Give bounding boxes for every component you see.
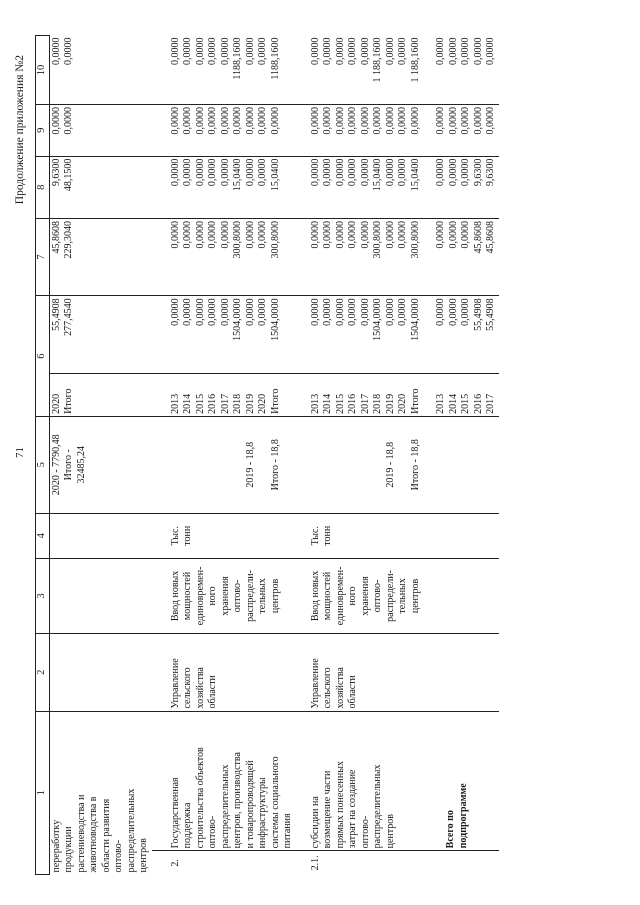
cell-line: Итого - 18,8 (269, 439, 281, 491)
cell-line: 0,0000 (257, 298, 268, 326)
cell-line: 2016 (347, 393, 358, 414)
cell-line: 0,0000 (257, 37, 268, 65)
cell-line: 0,0000 (309, 298, 321, 326)
cell-line: 0,0000 (447, 158, 459, 187)
cell-line: оптово- (113, 839, 124, 873)
cell-line: 0,0000 (207, 106, 218, 135)
cell-line: растениеводства и (75, 794, 87, 873)
cell-line: 0,0000 (435, 158, 446, 187)
cell-line: сельского (182, 667, 193, 709)
cell-line: 55,4908 (472, 298, 484, 331)
cell-line: 0,0000 (309, 220, 321, 249)
cell-line (232, 419, 245, 511)
cell-line: 2016 (207, 393, 218, 414)
cell-line: строительства объектов (194, 747, 206, 849)
cell-line: 45,8608 (50, 220, 62, 254)
continued-col-9 (49, 104, 152, 156)
cell-line: 0,0000 (194, 106, 206, 135)
section-2-col-8 (152, 156, 296, 218)
cell-line: 0,0000 (447, 106, 459, 135)
cell-line: 15,0400 (409, 158, 421, 192)
cell-line: 0,0000 (182, 220, 193, 249)
cell-line: 1504,0000 (409, 298, 421, 341)
section-2-1-indicator-values (296, 416, 424, 513)
cell-line: 0,0000 (309, 158, 321, 187)
cell-line: 0,0000 (334, 220, 346, 249)
cell-line: 0,0000 (359, 220, 371, 249)
cell-line (207, 419, 220, 511)
cell-line: 0,0000 (460, 158, 471, 187)
cell-line: хозяйства (194, 667, 206, 709)
cell-line: 0,0000 (435, 220, 446, 249)
cell-line: Итого (63, 388, 74, 414)
cell-line: 0,0000 (219, 37, 231, 65)
total-col-7 (423, 218, 499, 295)
cell-line: 0,0000 (472, 37, 484, 65)
cell-line: центров (409, 578, 421, 614)
cell-line: ного (347, 586, 358, 606)
cell-line: Итого (269, 388, 281, 414)
program-table (35, 35, 499, 875)
cell-line: 2014 (322, 393, 333, 414)
cell-line: 1188,1600 (232, 37, 243, 80)
cell-line (322, 419, 335, 511)
cell-line: 0,0000 (472, 106, 484, 135)
section-2-indicator (152, 558, 296, 633)
cell-line: 0,0000 (219, 106, 231, 135)
cell-line: 0,0000 (219, 220, 231, 249)
cell-line: 0,0000 (194, 37, 206, 65)
cell-line: 1504,0000 (232, 298, 243, 341)
continued-row (49, 36, 152, 875)
cell-line: 0,0000 (207, 37, 218, 65)
cell-line: 0,0000 (194, 220, 206, 249)
section-2-col-7 (152, 218, 296, 295)
section-2-1-col-6 (296, 296, 424, 373)
section-2-row (152, 36, 296, 875)
cell-line: 0,0000 (485, 37, 496, 65)
cell-line: 1 188,1600 (372, 37, 383, 83)
section-2-1-indicator (296, 558, 424, 633)
cell-line: 2014 (182, 393, 193, 414)
cell-line: центров (269, 578, 281, 614)
cell-line: 0,0000 (244, 106, 256, 135)
continued-indicator-values (49, 416, 152, 513)
section-2-1-unit (296, 513, 424, 558)
cell-line: субсидии на (309, 796, 321, 849)
cell-line: возмещение части (322, 770, 333, 849)
cell-line: оптово- (359, 815, 371, 849)
cell-line: 0,0000 (435, 37, 446, 65)
cell-line: прямых понесенных (334, 761, 346, 849)
section-2-1-col-7 (296, 218, 424, 295)
cell-line: 0,0000 (63, 106, 74, 135)
cell-line: 277,4540 (63, 298, 74, 336)
cell-line: мощностей (322, 571, 333, 621)
cell-line: 0,0000 (397, 106, 408, 135)
cell-line: тельных (257, 578, 268, 614)
cell-line: 2018 (372, 393, 383, 414)
section-2-1-years (296, 373, 424, 416)
cell-line: 0,0000 (309, 37, 321, 65)
cell-line: Ввод новых (169, 570, 181, 622)
cell-line: распределительных (125, 788, 137, 873)
header-col-5: 5 (36, 416, 50, 513)
cell-line: 0,0000 (232, 106, 243, 135)
header-col-3: 3 (36, 558, 50, 633)
continued-years (49, 373, 152, 416)
section-2-1-row (296, 36, 424, 875)
cell-line: Управление (169, 658, 181, 709)
cell-line: центров (138, 838, 149, 873)
cell-line: центров (384, 813, 396, 849)
cell-line: 0,0000 (244, 37, 256, 65)
cell-line: инфраструктуры (257, 777, 268, 849)
cell-line (182, 419, 195, 511)
cell-line: 0,0000 (397, 37, 408, 65)
cell-line: 0,0000 (347, 298, 358, 326)
section-2-indicator-values (152, 416, 296, 513)
cell-line: 0,0000 (447, 37, 459, 65)
cell-line: переработку (50, 819, 62, 873)
cell-line: тонн (322, 525, 333, 546)
subprogram-total-row (423, 36, 499, 875)
cell-line: 0,0000 (334, 106, 346, 135)
cell-line: 0,0000 (169, 37, 181, 65)
cell-line: 0,0000 (334, 158, 346, 187)
cell-line: 300,8000 (409, 220, 421, 259)
cell-line: 0,0000 (322, 106, 333, 135)
total-col-6 (423, 296, 499, 373)
header-col-6: 6 (36, 296, 50, 416)
cell-line: 300,8000 (372, 220, 383, 259)
cell-line: Всего по (445, 810, 456, 849)
cell-line: затрат на создание (347, 769, 358, 849)
cell-line: 2019 (384, 393, 396, 414)
cell-line: ного (207, 586, 218, 606)
cell-line: распредели- (244, 570, 256, 622)
cell-line: 0,0000 (309, 106, 321, 135)
cell-line: Управление (309, 658, 321, 709)
header-col-9: 9 (36, 104, 50, 156)
cell-line: 0,0000 (447, 298, 459, 326)
cell-line: тонн (182, 525, 193, 546)
cell-line: 0,0000 (384, 220, 396, 249)
cell-line: питания (282, 813, 293, 849)
cell-line: 0,0000 (347, 37, 358, 65)
section-2-1-col-9 (296, 104, 424, 156)
cell-line: системы социального (269, 756, 281, 849)
cell-line: 0,0000 (182, 106, 193, 135)
cell-line: 2020 (397, 393, 408, 414)
cell-line: 0,0000 (50, 106, 62, 135)
cell-line: 1188,1600 (269, 37, 281, 80)
cell-line: 2013 (169, 393, 181, 414)
cell-line: 0,0000 (384, 298, 396, 326)
appendix-continuation-title: Продолжение приложения №2 (14, 55, 26, 205)
cell-line: 55,4908 (485, 298, 496, 331)
cell-line: 0,0000 (460, 220, 471, 249)
cell-line: 0,0000 (334, 37, 346, 65)
cell-line: 2018 (232, 393, 243, 414)
cell-line: подпрограмме (457, 783, 469, 849)
cell-line (257, 419, 270, 511)
cell-line: 45,8608 (485, 220, 496, 254)
cell-line: поддержка (182, 802, 193, 849)
total-col-8 (423, 156, 499, 218)
header-col-10: 10 (36, 36, 50, 105)
section-2-unit (152, 513, 296, 558)
cell-line: 2013 (309, 393, 321, 414)
cell-line: хранения (219, 576, 231, 616)
cell-line: 2015 (194, 393, 206, 414)
cell-line: 0,0000 (397, 298, 408, 326)
cell-line: 2014 (447, 393, 459, 414)
cell-line: 32485,24 (75, 445, 87, 484)
cell-line: 0,0000 (322, 158, 333, 187)
total-years (423, 373, 499, 416)
cell-line: Тыс. (169, 526, 181, 546)
cell-line: единовремен- (334, 566, 346, 626)
cell-line: 0,0000 (219, 298, 231, 326)
cell-line (170, 419, 183, 511)
total-col-9 (423, 104, 499, 156)
cell-line (372, 419, 385, 511)
cell-line: Ввод новых (309, 570, 321, 622)
section-2-1-col-8 (296, 156, 424, 218)
cell-line: 15,0400 (372, 158, 383, 192)
cell-line: 0,0000 (447, 220, 459, 249)
cell-line: 0,0000 (384, 158, 396, 187)
cell-line: 0,0000 (460, 37, 471, 65)
cell-line: хозяйства (334, 667, 346, 709)
cell-line: 0,0000 (269, 106, 281, 135)
cell-line: 2020 - 7790,48 (50, 434, 62, 496)
continued-description (49, 711, 152, 874)
cell-line: 0,0000 (194, 298, 206, 326)
cell-line: Итого - (63, 449, 74, 481)
cell-line: 0,0000 (322, 220, 333, 249)
cell-line: 2020 (50, 393, 62, 414)
cell-line: 0,0000 (219, 158, 231, 187)
cell-line: Итого (409, 388, 421, 414)
cell-line: животноводства в (88, 796, 99, 873)
cell-line: 2017 (359, 393, 371, 414)
cell-line: 0,0000 (359, 37, 371, 65)
cell-line: 229,3040 (63, 220, 74, 259)
cell-line: 0,0000 (460, 106, 471, 135)
cell-line: 0,0000 (397, 158, 408, 187)
cell-line: 0,0000 (409, 106, 421, 135)
cell-line: 2019 - 18,8 (384, 441, 396, 488)
cell-line: 2020 (257, 393, 268, 414)
section-2-col-6 (152, 296, 296, 373)
cell-line: тельных (397, 578, 408, 614)
cell-line: 0,0000 (359, 298, 371, 326)
cell-line: 15,0400 (269, 158, 281, 192)
section-2-col-10 (152, 36, 296, 105)
cell-line: 0,0000 (207, 298, 218, 326)
section-2-description (152, 711, 296, 851)
header-col-7: 7 (36, 218, 50, 295)
cell-line (195, 419, 208, 511)
cell-line: единовремен- (194, 566, 206, 626)
cell-line (360, 419, 373, 511)
cell-line (397, 419, 410, 511)
section-2-1-executor (296, 634, 424, 711)
cell-line: 0,0000 (372, 106, 383, 135)
cell-line: 1 188,1600 (409, 37, 421, 83)
cell-line (220, 419, 233, 511)
subprogram-total-label (423, 711, 499, 851)
cell-line: 0,0000 (322, 298, 333, 326)
cell-line: распредели- (384, 570, 396, 622)
cell-line: 2019 - 18,8 (244, 441, 256, 488)
cell-line: 0,0000 (334, 298, 346, 326)
cell-line: 1504,0000 (269, 298, 281, 341)
cell-line: 0,0000 (435, 298, 446, 326)
cell-line: 2013 (435, 393, 446, 414)
cell-line: 0,0000 (63, 37, 74, 65)
section-2-number: 2. (169, 859, 181, 867)
cell-line: 300,8000 (232, 220, 243, 259)
header-col-1: 1 (36, 711, 50, 874)
cell-line: и товаропроводящей (244, 760, 256, 849)
cell-line: области развития (100, 798, 112, 873)
cell-line: продукции (63, 826, 74, 873)
cell-line: распределительных (372, 764, 383, 849)
cell-line: 48,1500 (63, 158, 74, 192)
cell-line: мощностей (182, 571, 193, 621)
cell-line: 0,0000 (359, 106, 371, 135)
cell-line: 0,0000 (384, 106, 396, 135)
cell-line: 0,0000 (322, 37, 333, 65)
cell-line: 0,0000 (207, 158, 218, 187)
cell-line: 0,0000 (257, 220, 268, 249)
cell-line: 0,0000 (347, 106, 358, 135)
total-col-10 (423, 36, 499, 105)
cell-line: 300,8000 (269, 220, 281, 259)
cell-line: 0,0000 (257, 106, 268, 135)
cell-line: Тыс. (309, 526, 321, 546)
cell-line: 0,0000 (169, 298, 181, 326)
column-number-header (36, 36, 50, 875)
cell-line: 0,0000 (182, 298, 193, 326)
cell-line: 55,4908 (50, 298, 62, 331)
cell-line: области (207, 675, 218, 709)
page-number: 71 (14, 447, 26, 458)
cell-line: Государственная (169, 777, 181, 849)
cell-line: 0,0000 (207, 220, 218, 249)
cell-line: 0,0000 (485, 106, 496, 135)
cell-line: 0,0000 (347, 158, 358, 187)
cell-line: оптово- (372, 579, 383, 613)
cell-line: 0,0000 (359, 158, 371, 187)
cell-line: 0,0000 (384, 37, 396, 65)
cell-line: оптово- (207, 815, 218, 849)
section-2-1-number: 2.1. (309, 855, 321, 871)
cell-line: хранения (359, 576, 371, 616)
continued-col-10 (49, 36, 152, 105)
cell-line: 0,0000 (194, 158, 206, 187)
header-col-8: 8 (36, 156, 50, 218)
cell-line: 2015 (460, 393, 471, 414)
header-col-4: 4 (36, 513, 50, 558)
cell-line: 0,0000 (182, 158, 193, 187)
cell-line: оптово- (232, 579, 243, 613)
header-col-2: 2 (36, 634, 50, 711)
cell-line: 0,0000 (435, 106, 446, 135)
cell-line (347, 419, 360, 511)
cell-line: 0,0000 (347, 220, 358, 249)
continued-col-7 (49, 218, 152, 295)
cell-line: 0,0000 (169, 106, 181, 135)
cell-line: распределительных (219, 764, 231, 849)
cell-line (310, 419, 323, 511)
cell-line: 0,0000 (244, 220, 256, 249)
cell-line: 1504,0000 (372, 298, 383, 341)
cell-line: 0,0000 (169, 158, 181, 187)
cell-line: 2016 (472, 393, 484, 414)
section-2-1-col-10 (296, 36, 424, 105)
cell-line: 0,0000 (257, 158, 268, 187)
cell-line: 2017 (485, 393, 496, 414)
cell-line: 45,8608 (472, 220, 484, 254)
cell-line: 0,0000 (169, 220, 181, 249)
cell-line: области (347, 675, 358, 709)
section-2-executor (152, 634, 296, 711)
cell-line: 9,6300 (50, 158, 62, 187)
cell-line: 0,0000 (460, 298, 471, 326)
section-2-years (152, 373, 296, 416)
cell-line: 2017 (219, 393, 231, 414)
cell-line: сельского (322, 667, 333, 709)
section-2-col-9 (152, 104, 296, 156)
cell-line: 2015 (334, 393, 346, 414)
cell-line: 9,6300 (472, 158, 484, 187)
cell-line: 0,0000 (50, 37, 62, 65)
continued-col-8 (49, 156, 152, 218)
cell-line: Итого - 18,8 (409, 439, 421, 491)
cell-line: 15,0400 (232, 158, 243, 192)
cell-line: 0,0000 (397, 220, 408, 249)
cell-line (335, 419, 348, 511)
cell-line: 0,0000 (244, 158, 256, 187)
cell-line: 0,0000 (244, 298, 256, 326)
cell-line: 9,6300 (485, 158, 496, 187)
section-2-1-description (296, 711, 424, 851)
cell-line: 0,0000 (182, 37, 193, 65)
cell-line: центров, производства (232, 752, 243, 849)
cell-line: 2019 (244, 393, 256, 414)
continued-col-6 (49, 296, 152, 373)
